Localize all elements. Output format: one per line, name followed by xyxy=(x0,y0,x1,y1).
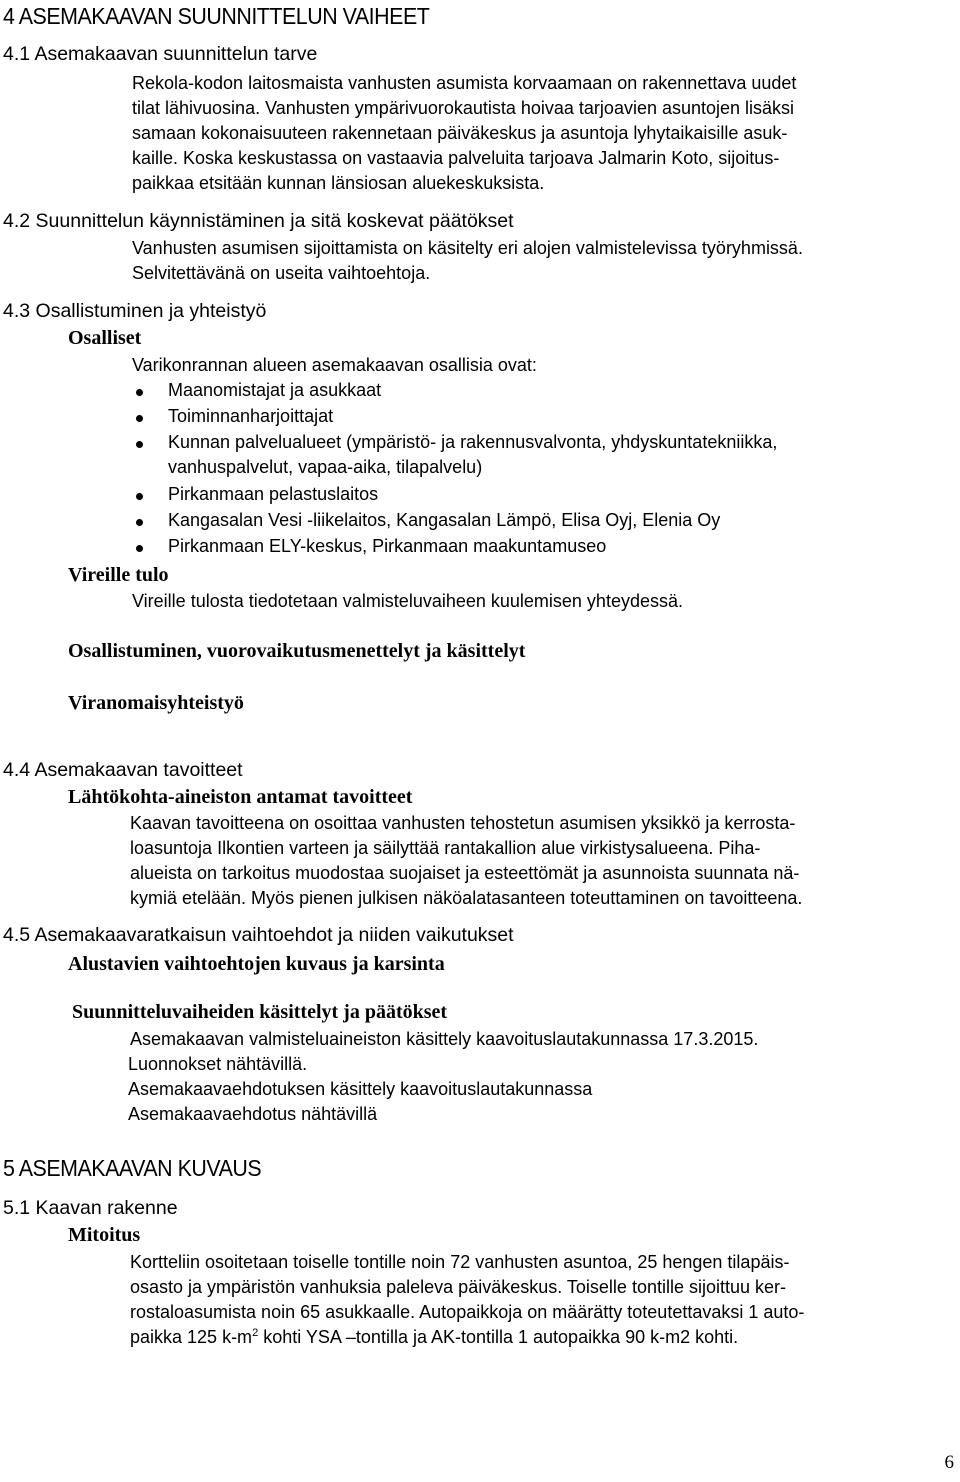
bullet-dot xyxy=(136,441,143,448)
bullet-item-1: Maanomistajat ja asukkaat xyxy=(168,380,382,400)
s51-line-2: osasto ja ympäristön vanhuksia paleleva päiväkeskus. Toiselle tontille sijoittuu ker- xyxy=(130,1277,787,1297)
section-4-5-heading: 4.5 Asemakaavaratkaisun vaihtoehdot ja niiden vaikutukset xyxy=(3,924,514,946)
s41-line-5: paikkaa etsitään kunnan länsiosan aluekeskuksista. xyxy=(132,173,545,193)
s51-line-3: rostaloasumista noin 65 asukkaalle. Autopaikkoja on määrätty toteutettavaksi 1 auto- xyxy=(130,1302,805,1322)
s42-line-1: Vanhusten asumisen sijoittamista on käsitelty eri alojen valmistelevissa työryhmissä. xyxy=(132,238,803,258)
s44-line-1: Kaavan tavoitteena on osoittaa vanhusten tehostetun asumisen yksikkö ja kerrosta- xyxy=(130,813,796,833)
bullet-item-3-cont: vanhuspalvelut, vapaa-aika, tilapalvelu) xyxy=(168,457,483,477)
s51-line-4-sup: 2 xyxy=(252,1327,259,1339)
s44-subheading: Lähtökohta-aineiston antamat tavoitteet xyxy=(68,786,413,808)
bullet-item-2: Toiminnanharjoittajat xyxy=(168,406,334,426)
s51-line-4-b: kohti YSA –tontilla ja AK-tontilla 1 autopaikka 90 k-m2 kohti. xyxy=(258,1327,739,1347)
bullet-item-5: Kangasalan Vesi -liikelaitos, Kangasalan Lämpö, Elisa Oyj, Elenia Oy xyxy=(168,510,721,530)
s41-line-2: tilat lähivuosina. Vanhusten ympärivuorokautista hoivaa tarjoavien asuntojen lisäksi xyxy=(132,98,795,118)
s44-line-3: alueista on tarkoitus muodostaa suojaiset ja esteettömät ja asunnoista suunnata nä- xyxy=(130,863,800,883)
bullet-dot xyxy=(136,415,143,422)
bullet-dot xyxy=(136,389,143,396)
chapter-4-title: 4 ASEMAKAAVAN SUUNNITTELUN VAIHEET xyxy=(3,3,430,29)
s51-line-4 xyxy=(130,1327,738,1348)
kasittelyt-title: Suunnitteluvaiheiden käsittelyt ja päätökset xyxy=(72,1001,448,1023)
section-4-1-heading: 4.1 Asemakaavan suunnittelun tarve xyxy=(3,43,318,65)
bullet-dot xyxy=(136,519,143,526)
page-number: 6 xyxy=(944,1452,954,1473)
s51-line-1: Kortteliin osoitetaan toiselle tontille noin 72 vanhusten asuntoa, 25 hengen tilapäis- xyxy=(130,1252,790,1272)
mitoitus-title: Mitoitus xyxy=(68,1224,141,1246)
bullet-item-4: Pirkanmaan pelastuslaitos xyxy=(168,484,379,504)
section-4-3-heading: 4.3 Osallistuminen ja yhteistyö xyxy=(3,300,267,322)
s41-line-1: Rekola-kodon laitosmaista vanhusten asumista korvaamaan on rakennettava uudet xyxy=(132,73,797,93)
bullet-item-3: Kunnan palvelualueet (ympäristö- ja rakennusvalvonta, yhdyskuntatekniikka, xyxy=(168,432,778,452)
s51-line-4-a: paikka 125 k-m xyxy=(130,1327,253,1347)
section-4-2-heading: 4.2 Suunnittelun käynnistäminen ja sitä koskevat päätökset xyxy=(3,210,514,232)
s41-line-3: samaan kokonaisuuteen rakennetaan päiväkeskus ja asuntoja lyhytaikaisille asuk- xyxy=(132,123,788,143)
kasittelyt-line-1: Asemakaavan valmisteluaineiston käsittely kaavoituslautakunnassa 17.3.2015. xyxy=(130,1029,759,1049)
vireille-text: Vireille tulosta tiedotetaan valmisteluvaiheen kuulemisen yhteydessä. xyxy=(132,591,683,611)
s42-line-2: Selvitettävänä on useita vaihtoehtoja. xyxy=(132,263,431,283)
vireille-title: Vireille tulo xyxy=(68,564,169,586)
s44-line-2: loasuntoja Ilkontien varteen ja säilyttää rantakallion alue virkistysalueena. Piha- xyxy=(130,838,761,858)
osallistuminen-title: Osallistuminen, vuorovaikutusmenettelyt ja käsittelyt xyxy=(68,640,526,662)
kasittelyt-line-3: Asemakaavaehdotuksen käsittely kaavoituslautakunnassa xyxy=(128,1079,593,1099)
kasittelyt-line-2: Luonnokset nähtävillä. xyxy=(128,1054,308,1074)
chapter-5-title: 5 ASEMAKAAVAN KUVAUS xyxy=(3,1155,262,1181)
s45-subheading: Alustavien vaihtoehtojen kuvaus ja karsinta xyxy=(68,953,445,975)
bullet-item-6: Pirkanmaan ELY-keskus, Pirkanmaan maakuntamuseo xyxy=(168,536,607,556)
osalliset-intro: Varikonrannan alueen asemakaavan osallisia ovat: xyxy=(132,355,537,375)
bullet-dot xyxy=(136,545,143,552)
viranomais-title: Viranomaisyhteistyö xyxy=(68,692,244,714)
s44-line-4: kymiä etelään. Myös pienen julkisen näköalatasanteen toteuttaminen on tavoitteena. xyxy=(130,888,803,908)
bullet-dot xyxy=(136,493,143,500)
osalliset-title: Osalliset xyxy=(68,327,142,349)
section-4-4-heading: 4.4 Asemakaavan tavoitteet xyxy=(3,759,243,781)
section-5-1-heading: 5.1 Kaavan rakenne xyxy=(3,1197,178,1219)
s41-line-4: kaille. Koska keskustassa on vastaavia palveluita tarjoava Jalmarin Koto, sijoitus- xyxy=(132,148,780,168)
kasittelyt-line-4: Asemakaavaehdotus nähtävillä xyxy=(128,1104,378,1124)
